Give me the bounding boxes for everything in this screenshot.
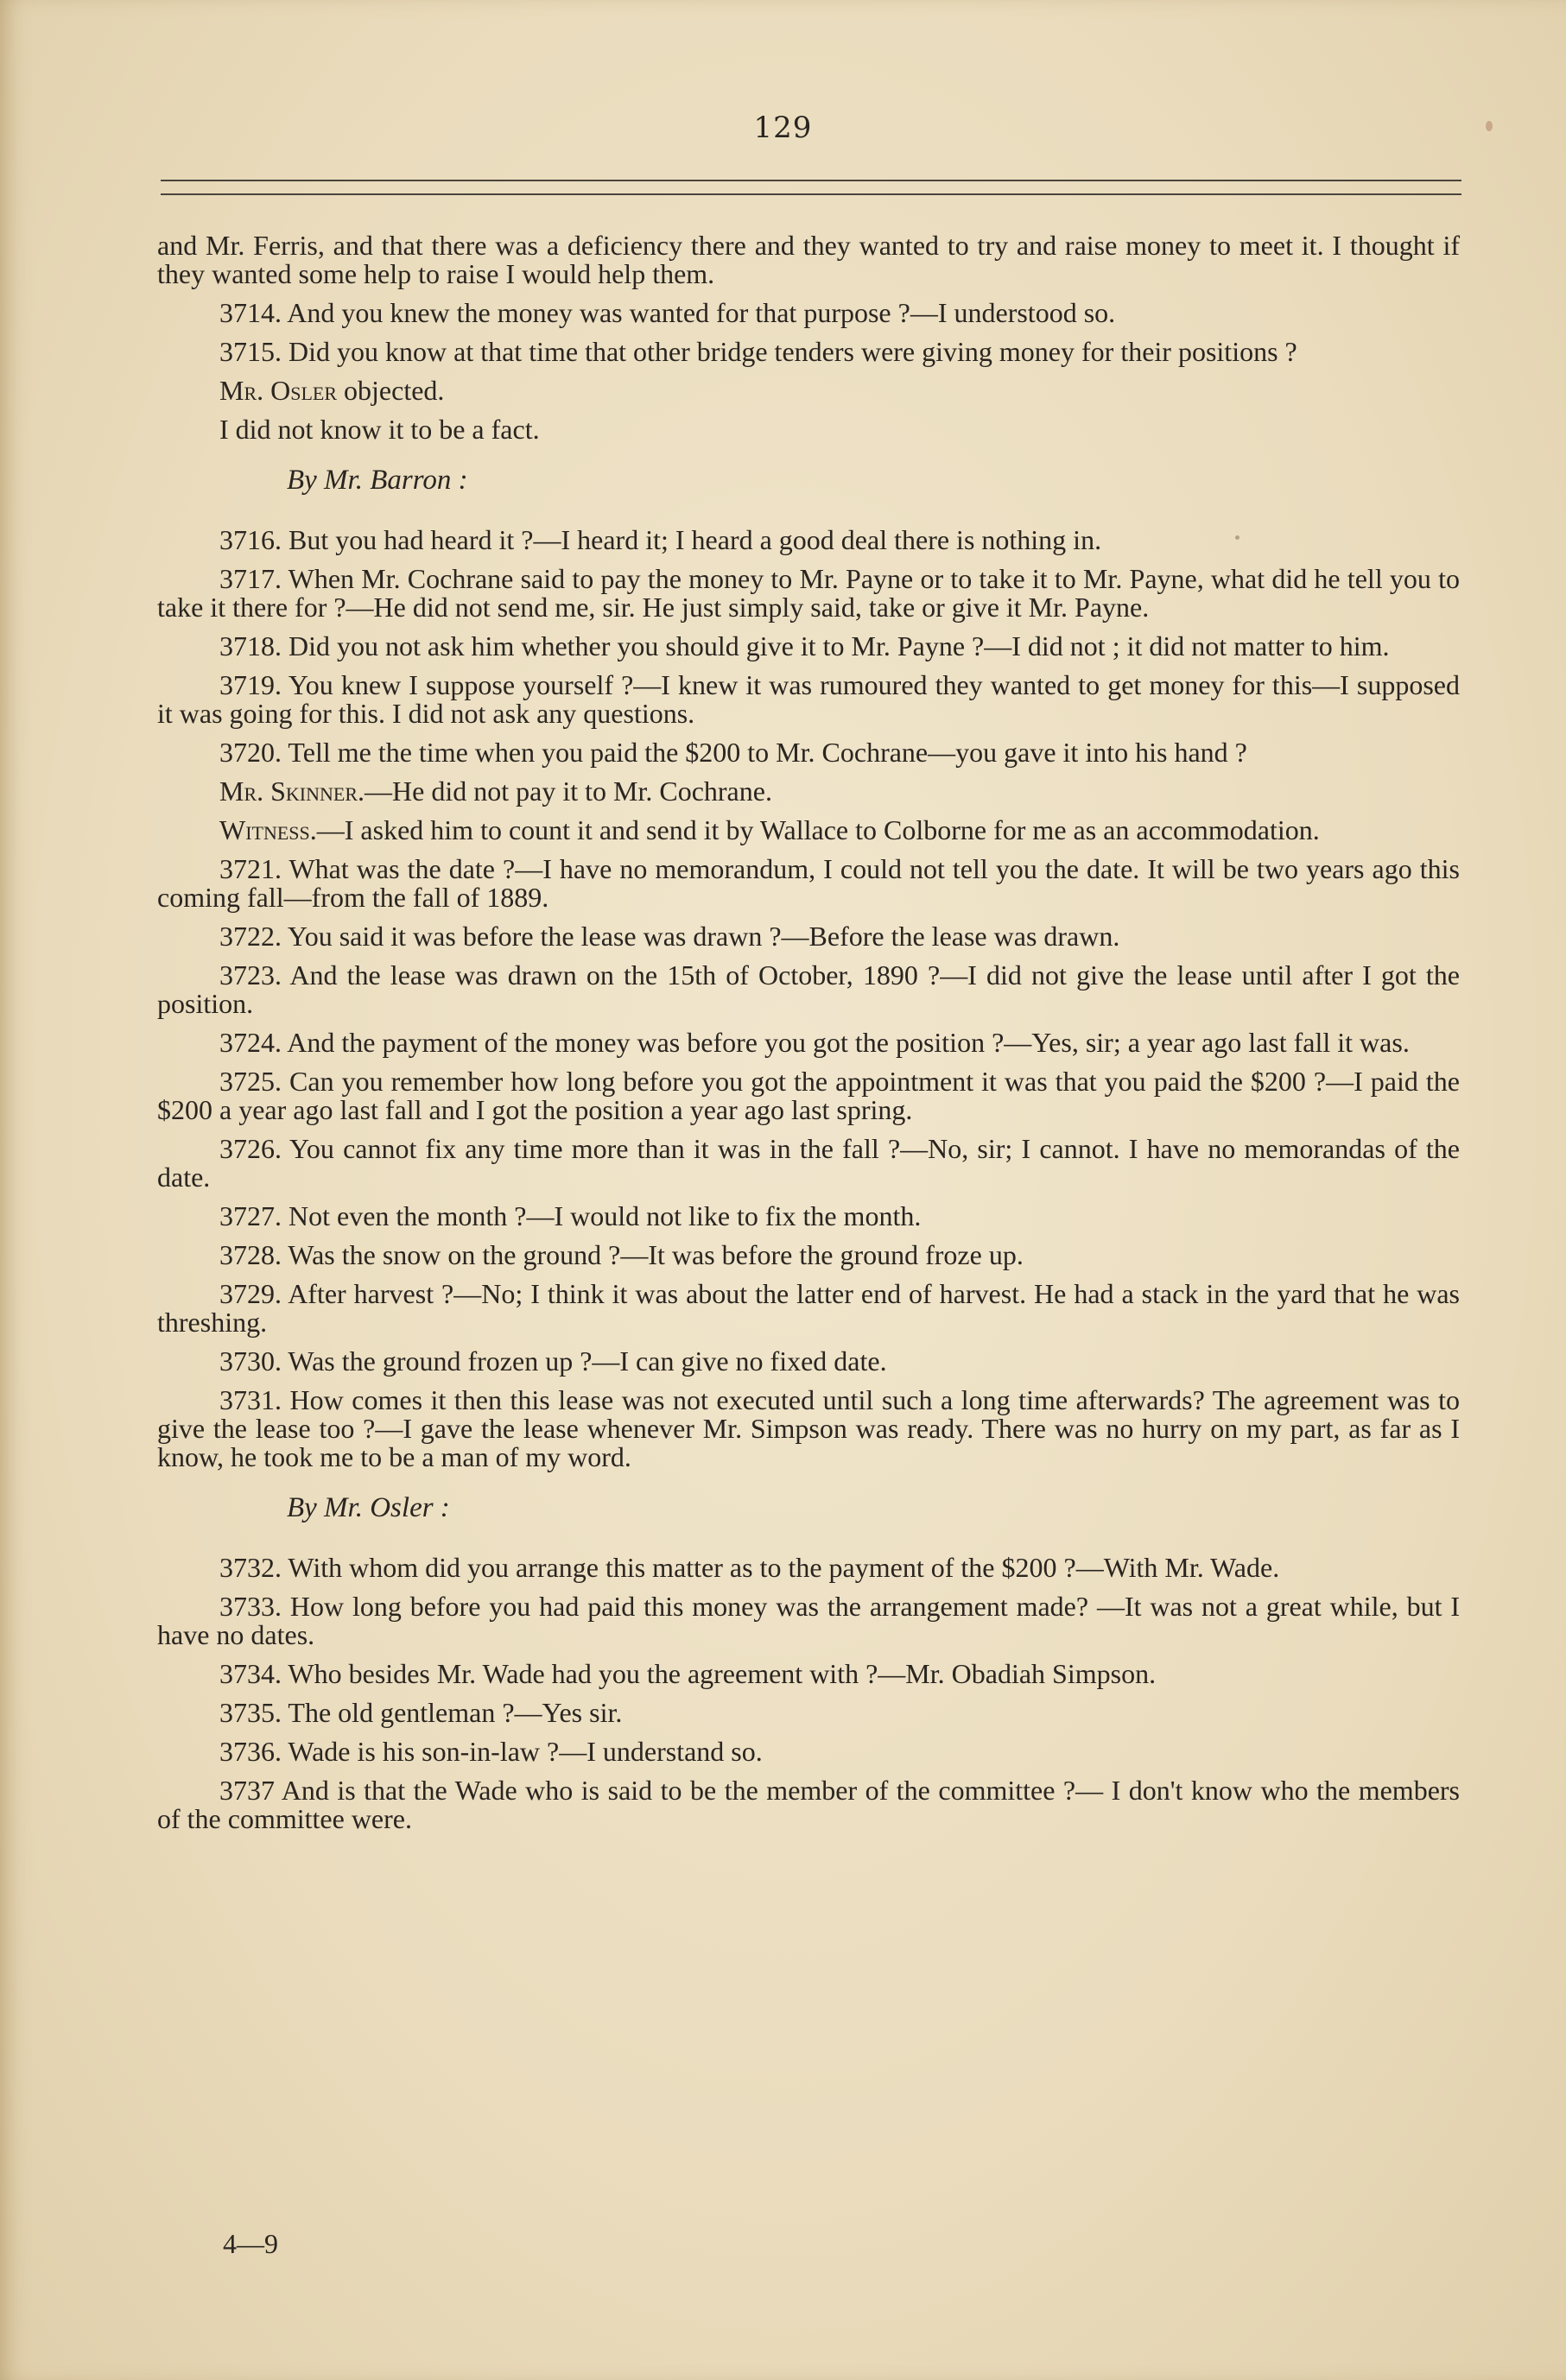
question-3727: 3727. Not even the month ?—I would not like to fix the month. xyxy=(219,1200,922,1231)
question-3737: 3737 And is that the Wade who is said to be the member of the committee ?— I don't know who the members of the committee were. xyxy=(157,1775,1460,1834)
skinner-text: —He did not pay it to Mr. Cochrane. xyxy=(365,775,772,807)
section-heading-osler: By Mr. Osler : xyxy=(287,1492,450,1523)
question-3732: 3732. With whom did you arrange this matter as to the payment of the $200 ?—With Mr. Wade. xyxy=(219,1552,1280,1583)
question-3722: 3722. You said it was before the lease was drawn ?—Before the lease was drawn. xyxy=(219,921,1120,952)
header-rule-bottom xyxy=(161,193,1461,195)
testimony-body xyxy=(157,231,1460,1844)
question-3721: 3721. What was the date ?—I have no memorandum, I could not tell you the date. It will be two years ago this coming fall—from the fall of 1889. xyxy=(157,853,1460,913)
question-3736: 3736. Wade is his son-in-law ?—I understand so. xyxy=(219,1736,763,1767)
answer-not-fact: I did not know it to be a fact. xyxy=(219,414,540,445)
question-3714: 3714. And you knew the money was wanted for that purpose ?—I understood so. xyxy=(219,297,1116,328)
speaker-osler: Mr. Osler xyxy=(219,375,338,406)
question-3734: 3734. Who besides Mr. Wade had you the agreement with ?—Mr. Obadiah Simpson. xyxy=(219,1658,1157,1689)
question-3717: 3717. When Mr. Cochrane said to pay the money to Mr. Payne or to take it to Mr. Payne, what did he tell you to take it there for ?—He did not send me, sir. He just simply said, take or give it Mr. Payne. xyxy=(157,563,1460,623)
question-3735: 3735. The old gentleman ?—Yes sir. xyxy=(219,1697,623,1728)
question-3724: 3724. And the payment of the money was before you got the position ?—Yes, sir; a year ago last fall it was. xyxy=(219,1027,1410,1058)
header-rule-top xyxy=(161,180,1461,181)
question-3715: 3715. Did you know at that time that other bridge tenders were giving money for their positions ? xyxy=(219,336,1297,367)
question-3719: 3719. You knew I suppose yourself ?—I knew it was rumoured they wanted to get money for this—I supposed it was going for this. I did not ask any questions. xyxy=(157,669,1460,729)
paragraph-intro: and Mr. Ferris, and that there was a deficiency there and they wanted to try and raise money to meet it. I thought if they wanted some help to raise I would help them. xyxy=(157,230,1460,289)
question-3730: 3730. Was the ground frozen up ?—I can give no fixed date. xyxy=(219,1345,887,1377)
question-3718: 3718. Did you not ask him whether you should give it to Mr. Payne ?—I did not ; it did not matter to him. xyxy=(219,630,1390,661)
section-heading-barron: By Mr. Barron : xyxy=(287,465,468,496)
question-3720: 3720. Tell me the time when you paid the $200 to Mr. Cochrane—you gave it into his hand ? xyxy=(219,737,1247,768)
question-3731: 3731. How comes it then this lease was not executed until such a long time afterwards? The agreement was to give the lease too ?—I gave the lease whenever Mr. Simpson was ready. There was no hurry on my part, as far as I know, he took me to be a man of my word. xyxy=(157,1384,1460,1472)
objection-text: objected. xyxy=(337,375,445,406)
question-3725: 3725. Can you remember how long before you got the appointment it was that you paid the $200 ?—I paid the $200 a year ago last fall and I got the position a year ago last spring. xyxy=(157,1066,1460,1125)
question-3726: 3726. You cannot fix any time more than it was in the fall ?—No, sir; I cannot. I have no memorandas of the date. xyxy=(157,1133,1460,1193)
skinner-line xyxy=(157,777,1460,806)
question-3728: 3728. Was the snow on the ground ?—It was before the ground froze up. xyxy=(219,1239,1024,1270)
speaker-skinner: Mr. Skinner. xyxy=(219,775,365,807)
page-number: 129 xyxy=(753,111,813,145)
witness-text: —I asked him to count it and send it by Wallace to Colborne for me as an accommodation. xyxy=(316,814,1320,845)
signature-mark: 4—9 xyxy=(223,2228,278,2259)
witness-line xyxy=(157,816,1460,845)
question-3733: 3733. How long before you had paid this money was the arrangement made? —It was not a great while, but I have no dates. xyxy=(157,1591,1460,1650)
question-3729: 3729. After harvest ?—No; I think it was about the latter end of harvest. He had a stack in the yard that he was threshing. xyxy=(157,1278,1460,1338)
question-3723: 3723. And the lease was drawn on the 15th of October, 1890 ?—I did not give the lease until after I got the position. xyxy=(157,959,1460,1019)
speaker-witness: Witness. xyxy=(219,814,317,845)
question-3716: 3716. But you had heard it ?—I heard it; I heard a good deal there is nothing in. xyxy=(219,524,1102,555)
objection-line xyxy=(157,377,1460,405)
